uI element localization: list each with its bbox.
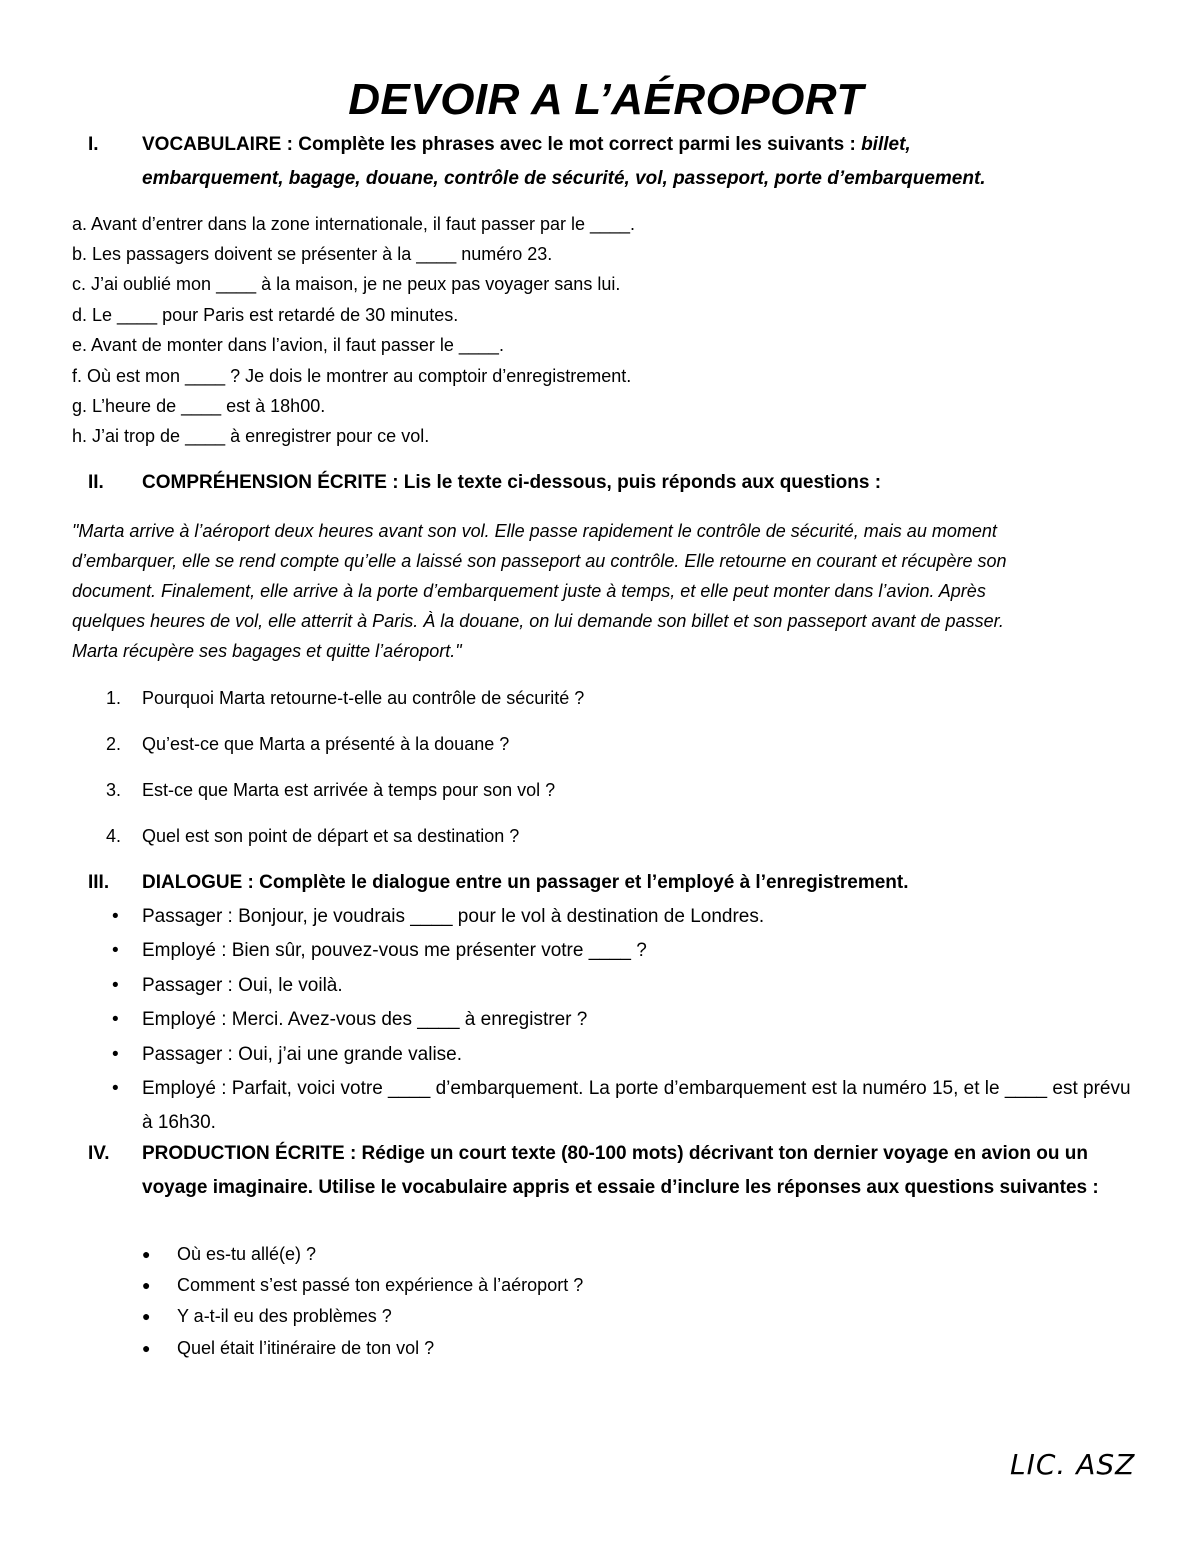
word-list-continued: embarquement, bagage, douane, contrôle de sécurité, vol, passeport, porte d’embarquement. (142, 168, 986, 189)
question-text: Pourquoi Marta retourne-t-elle au contrôle de sécurité ? (142, 688, 585, 708)
exercise-item-b: b. Les passagers doivent se présenter à la ____ numéro 23. (72, 244, 553, 264)
reading-passage (72, 516, 1132, 666)
bullet-icon: ● (142, 1246, 151, 1262)
question-text: Quel est son point de départ et sa destination ? (142, 826, 520, 846)
prompt-question: ● Quel était l’itinéraire de ton vol ? (142, 1333, 1042, 1364)
section-label: VOCABULAIRE : Complète les phrases avec le mot correct parmi les suivants : (142, 134, 856, 155)
passage-line: Marta récupère ses bagages et quitte l’aéroport." (72, 641, 462, 661)
prompt-question: ● Y a-t-il eu des problèmes ? (142, 1301, 1042, 1332)
question-item (72, 824, 519, 848)
section-label: PRODUCTION ÉCRITE : Rédige un court texte (80-100 mots) décrivant ton dernier voyage en avion ou un voyage imaginaire. Utilise le vocabulaire appris et essaie d’inclure les réponses aux questions suivantes : (142, 1143, 1099, 1198)
bullet-icon: • (112, 940, 119, 961)
dialogue-line: • Employé : Parfait, voici votre ____ d’embarquement. La porte d’embarquement est la numéro 15, et le ____ est prévu à 16h30. (112, 1072, 1142, 1140)
question-item (72, 686, 584, 710)
section-number: I. (88, 134, 99, 155)
exercise-item-a: a. Avant d’entrer dans la zone internationale, il faut passer par le ____. (72, 214, 636, 234)
bullet-icon: ● (142, 1308, 151, 1324)
section-comprehension-heading (70, 466, 1140, 500)
question-item (72, 778, 555, 802)
word-list: billet, (861, 134, 911, 155)
question-number: 2. (106, 734, 122, 754)
question-text: Est-ce que Marta est arrivée à temps pour son vol ? (142, 780, 556, 800)
author-signature: LIC. ASZ (1010, 1448, 1136, 1481)
passage-line: quelques heures de vol, elle atterrit à Paris. À la douane, on lui demande son billet et son passeport avant de passer. (72, 611, 1004, 631)
exercise-item-h: h. J’ai trop de ____ à enregistrer pour ce vol. (72, 426, 430, 446)
passage-line: "Marta arrive à l’aéroport deux heures avant son vol. Elle passe rapidement le contrôle de sécurité, mais au moment (72, 521, 997, 541)
section-label: DIALOGUE : Complète le dialogue entre un passager et l’employé à l’enregistrement. (142, 872, 909, 893)
bullet-icon: • (112, 1044, 119, 1065)
prompt-question: ● Où es-tu allé(e) ? (142, 1239, 1042, 1270)
section-number: III. (88, 872, 110, 893)
exercise-item-f: f. Où est mon ____ ? Je dois le montrer au comptoir d’enregistrement. (72, 366, 632, 386)
bullet-icon: • (112, 1078, 119, 1099)
section-number: IV. (88, 1143, 110, 1164)
bullet-icon: ● (142, 1277, 151, 1293)
dialogue-line: • Passager : Bonjour, je voudrais ____ pour le vol à destination de Londres. (112, 900, 1142, 934)
bullet-icon: ● (142, 1340, 151, 1356)
passage-line: document. Finalement, elle arrive à la porte d’embarquement juste à temps, et elle peut monter dans l’avion. Après (72, 581, 986, 601)
exercise-item-c: c. J’ai oublié mon ____ à la maison, je ne peux pas voyager sans lui. (72, 274, 621, 294)
section-label: COMPRÉHENSION ÉCRITE : Lis le texte ci-dessous, puis réponds aux questions : (142, 472, 882, 493)
bullet-icon: • (112, 975, 119, 996)
prompt-question: ● Comment s’est passé ton expérience à l’aéroport ? (142, 1270, 1042, 1301)
dialogue-line: • Passager : Oui, j’ai une grande valise. (112, 1038, 1142, 1072)
question-item (72, 732, 509, 756)
question-number: 1. (106, 688, 122, 708)
exercise-item-e: e. Avant de monter dans l’avion, il faut passer le ____. (72, 335, 504, 355)
question-text: Qu’est-ce que Marta a présenté à la douane ? (142, 734, 510, 754)
passage-line: d’embarquer, elle se rend compte qu’elle a laissé son passeport au contrôle. Elle retourne en courant et récupère son (72, 551, 1007, 571)
exercise-item-d: d. Le ____ pour Paris est retardé de 30 minutes. (72, 305, 459, 325)
dialogue-line: • Employé : Bien sûr, pouvez-vous me présenter votre ____ ? (112, 934, 1142, 968)
section-dialogue-heading (70, 866, 1140, 900)
section-number: II. (88, 472, 104, 493)
bullet-icon: • (112, 906, 119, 927)
page-title: DEVOIR A L’AÉROPORT (348, 75, 864, 124)
bullet-icon: • (112, 1009, 119, 1030)
question-number: 4. (106, 826, 122, 846)
dialogue-line: • Employé : Merci. Avez-vous des ____ à enregistrer ? (112, 1003, 1142, 1037)
section-vocabulaire-heading (70, 128, 1140, 196)
question-number: 3. (106, 780, 122, 800)
exercise-item-g: g. L’heure de ____ est à 18h00. (72, 396, 326, 416)
dialogue-line: • Passager : Oui, le voilà. (112, 969, 1142, 1003)
section-production-heading (70, 1137, 1140, 1205)
